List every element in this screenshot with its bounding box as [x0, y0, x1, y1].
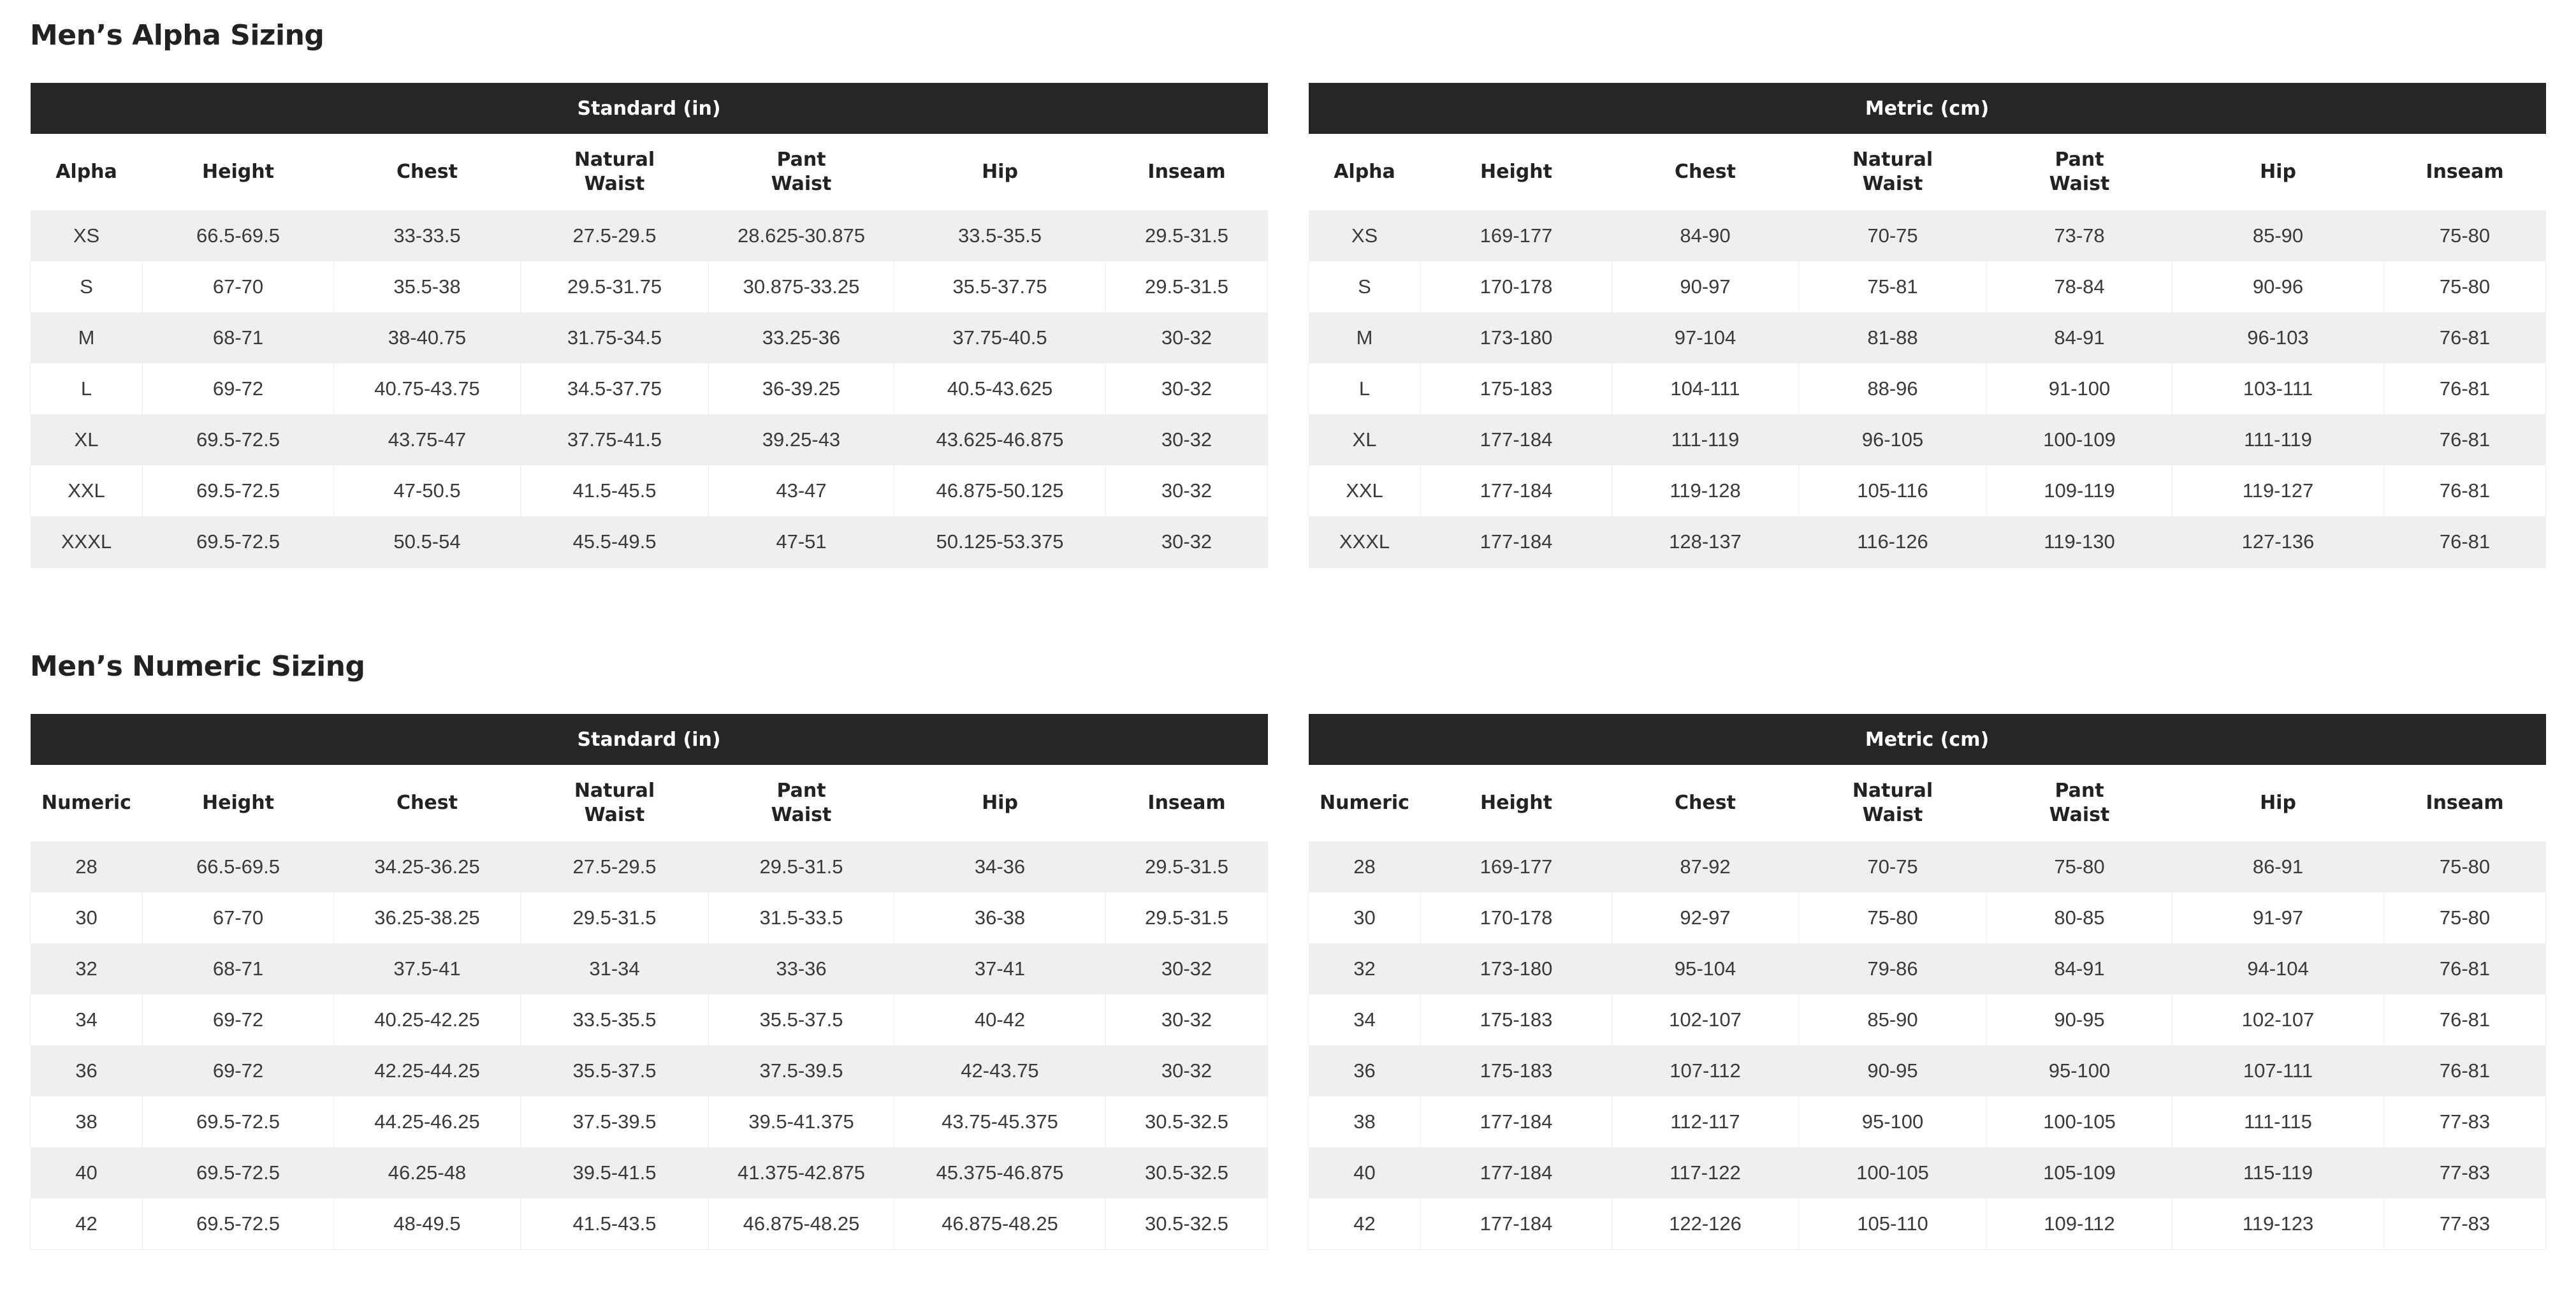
cell-height: 177-184	[1421, 465, 1612, 516]
cell-size: 38	[31, 1096, 143, 1147]
cell-size: XS	[31, 210, 143, 261]
cell-hip: 119-123	[2172, 1198, 2384, 1250]
cell-pant-waist: 28.625-30.875	[709, 210, 894, 261]
cell-pant-waist: 39.5-41.375	[709, 1096, 894, 1147]
cell-chest: 90-97	[1612, 261, 1799, 312]
cell-height: 175-183	[1421, 1045, 1612, 1096]
cell-size: M	[1309, 312, 1421, 363]
table-group-row	[1309, 714, 2546, 765]
cell-natural-waist: 70-75	[1799, 210, 1987, 261]
cell-inseam: 30-32	[1106, 363, 1268, 414]
cell-natural-waist: 70-75	[1799, 841, 1987, 892]
column-header-size: Numeric	[1309, 765, 1421, 841]
cell-pant-waist: 33-36	[709, 943, 894, 994]
cell-natural-waist: 96-105	[1799, 414, 1987, 465]
table-row	[1309, 261, 2546, 312]
column-header-hip: Hip	[2172, 765, 2384, 841]
alpha-metric-table-wrap	[1308, 83, 2545, 568]
cell-natural-waist: 100-105	[1799, 1147, 1987, 1198]
cell-pant-waist: 109-112	[1987, 1198, 2172, 1250]
cell-pant-waist: 119-130	[1987, 516, 2172, 568]
cell-chest: 117-122	[1612, 1147, 1799, 1198]
cell-size: 34	[31, 994, 143, 1045]
table-group-row	[31, 714, 1268, 765]
column-header-pant-waist: Pant Waist	[709, 134, 894, 210]
cell-hip: 40.5-43.625	[894, 363, 1106, 414]
cell-chest: 46.25-48	[334, 1147, 521, 1198]
table-row	[1309, 1147, 2546, 1198]
cell-chest: 34.25-36.25	[334, 841, 521, 892]
table-group-header: Metric (cm)	[1309, 83, 2546, 134]
numeric-metric-table-wrap	[1308, 714, 2545, 1250]
cell-height: 67-70	[143, 261, 334, 312]
column-header-chest: Chest	[334, 134, 521, 210]
cell-pant-waist: 84-91	[1987, 312, 2172, 363]
cell-size: XXXL	[1309, 516, 1421, 568]
column-header-height: Height	[143, 134, 334, 210]
cell-height: 177-184	[1421, 1147, 1612, 1198]
cell-height: 69.5-72.5	[143, 1096, 334, 1147]
cell-size: S	[31, 261, 143, 312]
cell-chest: 128-137	[1612, 516, 1799, 568]
cell-size: 32	[1309, 943, 1421, 994]
table-row	[31, 261, 1268, 312]
cell-inseam: 29.5-31.5	[1106, 261, 1268, 312]
cell-chest: 95-104	[1612, 943, 1799, 994]
cell-height: 69-72	[143, 1045, 334, 1096]
cell-size: 40	[1309, 1147, 1421, 1198]
cell-height: 170-178	[1421, 261, 1612, 312]
cell-height: 69-72	[143, 994, 334, 1045]
cell-height: 177-184	[1421, 516, 1612, 568]
cell-chest: 84-90	[1612, 210, 1799, 261]
column-header-size: Alpha	[31, 134, 143, 210]
cell-chest: 47-50.5	[334, 465, 521, 516]
cell-chest: 92-97	[1612, 892, 1799, 943]
cell-hip: 111-119	[2172, 414, 2384, 465]
cell-height: 68-71	[143, 943, 334, 994]
column-header-pant-waist: Pant Waist	[1987, 765, 2172, 841]
cell-size: 36	[31, 1045, 143, 1096]
cell-chest: 43.75-47	[334, 414, 521, 465]
cell-inseam: 77-83	[2384, 1147, 2546, 1198]
table-row	[1309, 312, 2546, 363]
cell-size: 42	[1309, 1198, 1421, 1250]
cell-inseam: 76-81	[2384, 994, 2546, 1045]
cell-chest: 87-92	[1612, 841, 1799, 892]
table-row	[1309, 363, 2546, 414]
column-header-natural-waist: Natural Waist	[521, 134, 709, 210]
cell-natural-waist: 31.75-34.5	[521, 312, 709, 363]
cell-size: XL	[1309, 414, 1421, 465]
cell-inseam: 76-81	[2384, 943, 2546, 994]
numeric-standard-table-wrap	[30, 714, 1267, 1250]
cell-size: 38	[1309, 1096, 1421, 1147]
table-row	[1309, 1096, 2546, 1147]
cell-hip: 46.875-50.125	[894, 465, 1106, 516]
cell-hip: 42-43.75	[894, 1045, 1106, 1096]
cell-pant-waist: 36-39.25	[709, 363, 894, 414]
cell-pant-waist: 43-47	[709, 465, 894, 516]
cell-pant-waist: 75-80	[1987, 841, 2172, 892]
cell-hip: 37-41	[894, 943, 1106, 994]
table-row	[31, 465, 1268, 516]
cell-size: 30	[31, 892, 143, 943]
cell-natural-waist: 88-96	[1799, 363, 1987, 414]
cell-inseam: 77-83	[2384, 1096, 2546, 1147]
table-row	[1309, 1198, 2546, 1250]
cell-hip: 43.625-46.875	[894, 414, 1106, 465]
cell-pant-waist: 73-78	[1987, 210, 2172, 261]
cell-size: 28	[31, 841, 143, 892]
cell-pant-waist: 95-100	[1987, 1045, 2172, 1096]
cell-pant-waist: 78-84	[1987, 261, 2172, 312]
column-header-row	[1309, 134, 2546, 210]
table-body	[1309, 841, 2546, 1250]
column-header-pant-waist: Pant Waist	[1987, 134, 2172, 210]
table-group-row	[1309, 83, 2546, 134]
cell-chest: 38-40.75	[334, 312, 521, 363]
section-title: Men’s Alpha Sizing	[30, 19, 324, 52]
cell-inseam: 30-32	[1106, 1045, 1268, 1096]
cell-inseam: 30-32	[1106, 414, 1268, 465]
cell-natural-waist: 116-126	[1799, 516, 1987, 568]
cell-natural-waist: 90-95	[1799, 1045, 1987, 1096]
cell-size: 30	[1309, 892, 1421, 943]
cell-height: 68-71	[143, 312, 334, 363]
cell-height: 69.5-72.5	[143, 1147, 334, 1198]
column-header-size: Alpha	[1309, 134, 1421, 210]
column-header-natural-waist: Natural Waist	[1799, 134, 1987, 210]
cell-size: 42	[31, 1198, 143, 1250]
table-row	[1309, 994, 2546, 1045]
table-row	[31, 363, 1268, 414]
column-header-natural-waist: Natural Waist	[521, 765, 709, 841]
cell-inseam: 76-81	[2384, 414, 2546, 465]
cell-natural-waist: 105-110	[1799, 1198, 1987, 1250]
cell-hip: 36-38	[894, 892, 1106, 943]
cell-size: 34	[1309, 994, 1421, 1045]
table-row	[1309, 414, 2546, 465]
cell-hip: 40-42	[894, 994, 1106, 1045]
table-group-row	[31, 83, 1268, 134]
cell-height: 69.5-72.5	[143, 516, 334, 568]
table-row	[1309, 892, 2546, 943]
cell-inseam: 76-81	[2384, 516, 2546, 568]
cell-height: 69-72	[143, 363, 334, 414]
cell-hip: 34-36	[894, 841, 1106, 892]
alpha-metric-table	[1308, 83, 2546, 568]
cell-chest: 112-117	[1612, 1096, 1799, 1147]
cell-hip: 119-127	[2172, 465, 2384, 516]
cell-inseam: 30-32	[1106, 312, 1268, 363]
cell-height: 66.5-69.5	[143, 841, 334, 892]
cell-chest: 36.25-38.25	[334, 892, 521, 943]
cell-natural-waist: 34.5-37.75	[521, 363, 709, 414]
cell-natural-waist: 35.5-37.5	[521, 1045, 709, 1096]
table-group-header: Standard (in)	[31, 714, 1268, 765]
cell-natural-waist: 95-100	[1799, 1096, 1987, 1147]
table-row	[31, 516, 1268, 568]
cell-pant-waist: 105-109	[1987, 1147, 2172, 1198]
column-header-pant-waist: Pant Waist	[709, 765, 894, 841]
cell-hip: 94-104	[2172, 943, 2384, 994]
cell-chest: 40.25-42.25	[334, 994, 521, 1045]
cell-pant-waist: 100-109	[1987, 414, 2172, 465]
cell-natural-waist: 75-80	[1799, 892, 1987, 943]
cell-inseam: 77-83	[2384, 1198, 2546, 1250]
cell-hip: 127-136	[2172, 516, 2384, 568]
cell-pant-waist: 80-85	[1987, 892, 2172, 943]
alpha-standard-table-wrap	[30, 83, 1267, 568]
cell-height: 169-177	[1421, 841, 1612, 892]
cell-size: 28	[1309, 841, 1421, 892]
cell-chest: 122-126	[1612, 1198, 1799, 1250]
cell-hip: 91-97	[2172, 892, 2384, 943]
cell-pant-waist: 84-91	[1987, 943, 2172, 994]
table-body	[31, 841, 1268, 1250]
column-header-inseam: Inseam	[2384, 134, 2546, 210]
cell-chest: 33-33.5	[334, 210, 521, 261]
cell-pant-waist: 33.25-36	[709, 312, 894, 363]
cell-inseam: 76-81	[2384, 1045, 2546, 1096]
cell-size: S	[1309, 261, 1421, 312]
table-row	[31, 1147, 1268, 1198]
cell-chest: 107-112	[1612, 1045, 1799, 1096]
cell-hip: 46.875-48.25	[894, 1198, 1106, 1250]
cell-chest: 111-119	[1612, 414, 1799, 465]
cell-inseam: 30-32	[1106, 465, 1268, 516]
cell-pant-waist: 47-51	[709, 516, 894, 568]
cell-size: L	[1309, 363, 1421, 414]
column-header-chest: Chest	[1612, 134, 1799, 210]
column-header-height: Height	[143, 765, 334, 841]
cell-natural-waist: 27.5-29.5	[521, 841, 709, 892]
cell-height: 173-180	[1421, 312, 1612, 363]
cell-chest: 37.5-41	[334, 943, 521, 994]
cell-hip: 86-91	[2172, 841, 2384, 892]
cell-inseam: 76-81	[2384, 312, 2546, 363]
cell-inseam: 30-32	[1106, 994, 1268, 1045]
column-header-height: Height	[1421, 134, 1612, 210]
cell-natural-waist: 37.75-41.5	[521, 414, 709, 465]
alpha-standard-table	[30, 83, 1268, 568]
cell-inseam: 75-80	[2384, 892, 2546, 943]
column-header-inseam: Inseam	[2384, 765, 2546, 841]
table-row	[1309, 1045, 2546, 1096]
cell-chest: 50.5-54	[334, 516, 521, 568]
cell-hip: 85-90	[2172, 210, 2384, 261]
cell-height: 66.5-69.5	[143, 210, 334, 261]
cell-natural-waist: 39.5-41.5	[521, 1147, 709, 1198]
cell-size: XXL	[31, 465, 143, 516]
column-header-chest: Chest	[1612, 765, 1799, 841]
table-row	[31, 1045, 1268, 1096]
cell-chest: 42.25-44.25	[334, 1045, 521, 1096]
table-row	[31, 892, 1268, 943]
table-row	[31, 841, 1268, 892]
column-header-hip: Hip	[894, 134, 1106, 210]
cell-pant-waist: 29.5-31.5	[709, 841, 894, 892]
cell-natural-waist: 105-116	[1799, 465, 1987, 516]
cell-chest: 104-111	[1612, 363, 1799, 414]
cell-size: 36	[1309, 1045, 1421, 1096]
cell-size: XL	[31, 414, 143, 465]
cell-pant-waist: 90-95	[1987, 994, 2172, 1045]
cell-height: 173-180	[1421, 943, 1612, 994]
column-header-chest: Chest	[334, 765, 521, 841]
cell-natural-waist: 85-90	[1799, 994, 1987, 1045]
cell-chest: 40.75-43.75	[334, 363, 521, 414]
cell-hip: 90-96	[2172, 261, 2384, 312]
table-body	[31, 210, 1268, 568]
table-row	[1309, 943, 2546, 994]
table-group-header: Standard (in)	[31, 83, 1268, 134]
cell-hip: 111-115	[2172, 1096, 2384, 1147]
column-header-hip: Hip	[2172, 134, 2384, 210]
cell-size: XXL	[1309, 465, 1421, 516]
cell-natural-waist: 41.5-45.5	[521, 465, 709, 516]
table-row	[31, 210, 1268, 261]
cell-size: XS	[1309, 210, 1421, 261]
cell-pant-waist: 31.5-33.5	[709, 892, 894, 943]
cell-hip: 37.75-40.5	[894, 312, 1106, 363]
cell-pant-waist: 39.25-43	[709, 414, 894, 465]
table-row	[1309, 841, 2546, 892]
cell-inseam: 30.5-32.5	[1106, 1198, 1268, 1250]
cell-chest: 102-107	[1612, 994, 1799, 1045]
cell-hip: 50.125-53.375	[894, 516, 1106, 568]
cell-hip: 107-111	[2172, 1045, 2384, 1096]
cell-size: 40	[31, 1147, 143, 1198]
cell-natural-waist: 33.5-35.5	[521, 994, 709, 1045]
cell-pant-waist: 37.5-39.5	[709, 1045, 894, 1096]
cell-chest: 35.5-38	[334, 261, 521, 312]
column-header-natural-waist: Natural Waist	[1799, 765, 1987, 841]
table-row	[31, 943, 1268, 994]
cell-hip: 35.5-37.75	[894, 261, 1106, 312]
table-row	[1309, 465, 2546, 516]
cell-natural-waist: 75-81	[1799, 261, 1987, 312]
cell-inseam: 76-81	[2384, 363, 2546, 414]
cell-inseam: 29.5-31.5	[1106, 892, 1268, 943]
cell-size: M	[31, 312, 143, 363]
cell-pant-waist: 100-105	[1987, 1096, 2172, 1147]
cell-inseam: 76-81	[2384, 465, 2546, 516]
cell-height: 177-184	[1421, 1096, 1612, 1147]
cell-pant-waist: 41.375-42.875	[709, 1147, 894, 1198]
cell-natural-waist: 31-34	[521, 943, 709, 994]
table-row	[1309, 210, 2546, 261]
cell-natural-waist: 81-88	[1799, 312, 1987, 363]
cell-hip: 43.75-45.375	[894, 1096, 1106, 1147]
cell-natural-waist: 41.5-43.5	[521, 1198, 709, 1250]
section-title: Men’s Numeric Sizing	[30, 650, 365, 683]
table-row	[1309, 516, 2546, 568]
cell-pant-waist: 91-100	[1987, 363, 2172, 414]
cell-height: 177-184	[1421, 414, 1612, 465]
cell-inseam: 29.5-31.5	[1106, 841, 1268, 892]
column-header-row	[31, 765, 1268, 841]
cell-natural-waist: 29.5-31.75	[521, 261, 709, 312]
cell-chest: 48-49.5	[334, 1198, 521, 1250]
cell-inseam: 29.5-31.5	[1106, 210, 1268, 261]
cell-pant-waist: 30.875-33.25	[709, 261, 894, 312]
cell-hip: 103-111	[2172, 363, 2384, 414]
table-row	[31, 312, 1268, 363]
cell-natural-waist: 45.5-49.5	[521, 516, 709, 568]
cell-inseam: 75-80	[2384, 261, 2546, 312]
numeric-metric-table	[1308, 714, 2546, 1250]
cell-height: 67-70	[143, 892, 334, 943]
cell-pant-waist: 46.875-48.25	[709, 1198, 894, 1250]
column-header-inseam: Inseam	[1106, 765, 1268, 841]
table-row	[31, 1096, 1268, 1147]
cell-inseam: 30.5-32.5	[1106, 1147, 1268, 1198]
cell-chest: 119-128	[1612, 465, 1799, 516]
table-body	[1309, 210, 2546, 568]
cell-size: L	[31, 363, 143, 414]
table-row	[31, 1198, 1268, 1250]
cell-inseam: 75-80	[2384, 841, 2546, 892]
cell-chest: 97-104	[1612, 312, 1799, 363]
cell-height: 175-183	[1421, 994, 1612, 1045]
cell-inseam: 30.5-32.5	[1106, 1096, 1268, 1147]
cell-height: 177-184	[1421, 1198, 1612, 1250]
cell-hip: 96-103	[2172, 312, 2384, 363]
table-group-header: Metric (cm)	[1309, 714, 2546, 765]
column-header-row	[31, 134, 1268, 210]
numeric-standard-table	[30, 714, 1268, 1250]
cell-chest: 44.25-46.25	[334, 1096, 521, 1147]
column-header-size: Numeric	[31, 765, 143, 841]
cell-height: 69.5-72.5	[143, 465, 334, 516]
cell-inseam: 30-32	[1106, 516, 1268, 568]
cell-hip: 45.375-46.875	[894, 1147, 1106, 1198]
cell-inseam: 30-32	[1106, 943, 1268, 994]
cell-height: 69.5-72.5	[143, 1198, 334, 1250]
cell-height: 170-178	[1421, 892, 1612, 943]
cell-hip: 102-107	[2172, 994, 2384, 1045]
cell-hip: 115-119	[2172, 1147, 2384, 1198]
cell-pant-waist: 109-119	[1987, 465, 2172, 516]
column-header-hip: Hip	[894, 765, 1106, 841]
column-header-inseam: Inseam	[1106, 134, 1268, 210]
cell-natural-waist: 29.5-31.5	[521, 892, 709, 943]
column-header-row	[1309, 765, 2546, 841]
cell-inseam: 75-80	[2384, 210, 2546, 261]
cell-size: 32	[31, 943, 143, 994]
cell-height: 69.5-72.5	[143, 414, 334, 465]
cell-natural-waist: 79-86	[1799, 943, 1987, 994]
cell-natural-waist: 37.5-39.5	[521, 1096, 709, 1147]
table-row	[31, 414, 1268, 465]
cell-natural-waist: 27.5-29.5	[521, 210, 709, 261]
cell-hip: 33.5-35.5	[894, 210, 1106, 261]
cell-pant-waist: 35.5-37.5	[709, 994, 894, 1045]
column-header-height: Height	[1421, 765, 1612, 841]
cell-height: 169-177	[1421, 210, 1612, 261]
cell-size: XXXL	[31, 516, 143, 568]
table-row	[31, 994, 1268, 1045]
cell-height: 175-183	[1421, 363, 1612, 414]
